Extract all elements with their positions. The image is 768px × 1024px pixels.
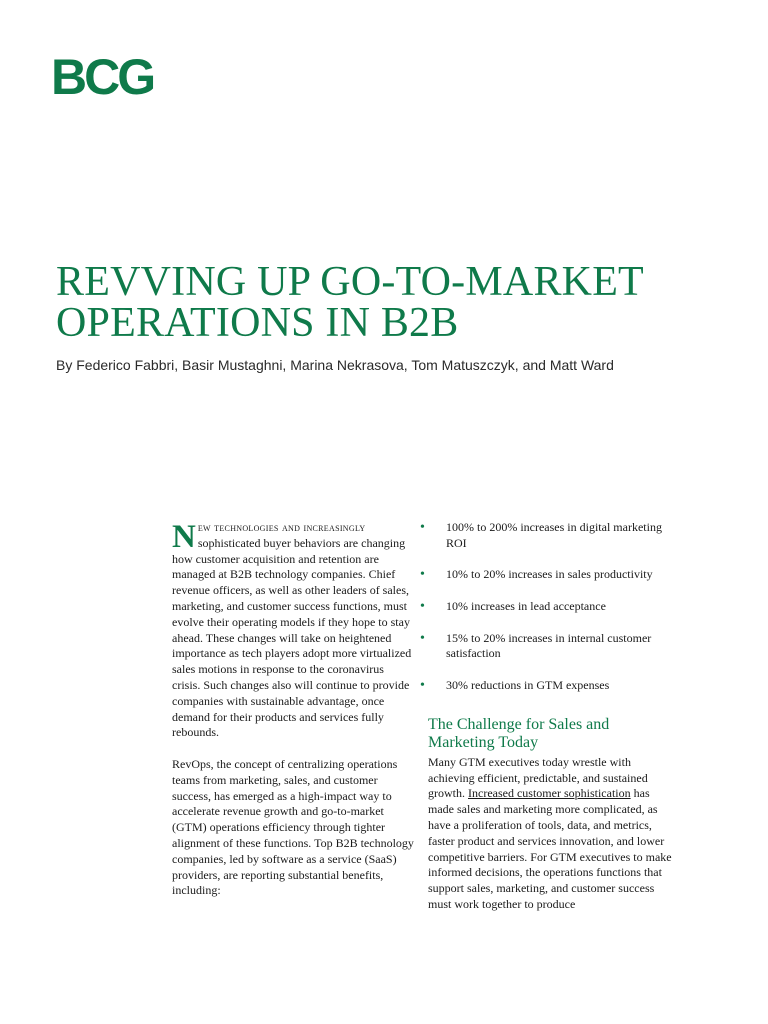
benefits-list [428, 520, 673, 694]
challenge-text-start: Many GTM executives today wrestle with achieving efficient, predictable, and sustained growth. [428, 754, 648, 801]
article-title [56, 259, 736, 346]
revops-paragraph: RevOps, the concept of centralizing operations teams from marketing, sales, and customer success, has emerged as a high-impact way to accelerate revenue growth and go-to-market (GTM) operations efficiency through tighter alignment of these functions. Top B2B technology companies, led by software as a service (SaaS) providers, are reporting substantial benefits, including: [172, 756, 414, 898]
title-line-2: OPERATIONS IN B2B [56, 300, 459, 346]
lead-in-caps: ew technologies and increasingly [197, 520, 366, 534]
section-heading: The Challenge for Sales and Marketing Today [428, 715, 610, 751]
challenge-text-end: has made sales and marketing more complicated, as have a proliferation of tools, data, and metrics, faster product and services innovation, and lower competitive barriers. For GTM executives to make informed decisions, the operations functions that support sales, marketing, and customer success must work together to produce [428, 786, 672, 911]
intro-paragraph [172, 520, 414, 741]
right-column [428, 520, 673, 913]
challenge-paragraph [428, 755, 673, 913]
list-item: • 100% to 200% increases in digital marketing ROI [428, 520, 673, 552]
byline: By Federico Fabbri, Basir Mustaghni, Marina Nekrasova, Tom Matuszczyk, and Matt Ward [56, 357, 614, 373]
list-item: • 10% to 20% increases in sales productivity [428, 567, 673, 583]
list-item: • 10% increases in lead acceptance [428, 599, 673, 615]
intro-text: sophisticated buyer behaviors are changing how customer acquisition and retention are managed at B2B technology companies. Chief revenue officers, as well as other leaders of sales, marketing, and customer success functions, must evolve their operating models if they hope to stay ahead. These changes will take on heightened importance as tech players adopt more virtualized sales motions in response to the coronavirus crisis. Such changes also will continue to provide companies with sustainable advantage, once demand for their products and services fully rebounds. [172, 535, 412, 740]
drop-cap: N [172, 519, 196, 555]
left-column [172, 520, 414, 899]
title-line-1: REVVING UP GO-TO-MARKET [56, 259, 644, 305]
list-item: • 15% to 20% increases in internal customer satisfaction [428, 631, 673, 663]
bcg-logo: BCG [51, 49, 154, 105]
list-item: • 30% reductions in GTM expenses [428, 678, 673, 694]
customer-sophistication-link[interactable]: Increased customer sophistication [468, 786, 631, 801]
